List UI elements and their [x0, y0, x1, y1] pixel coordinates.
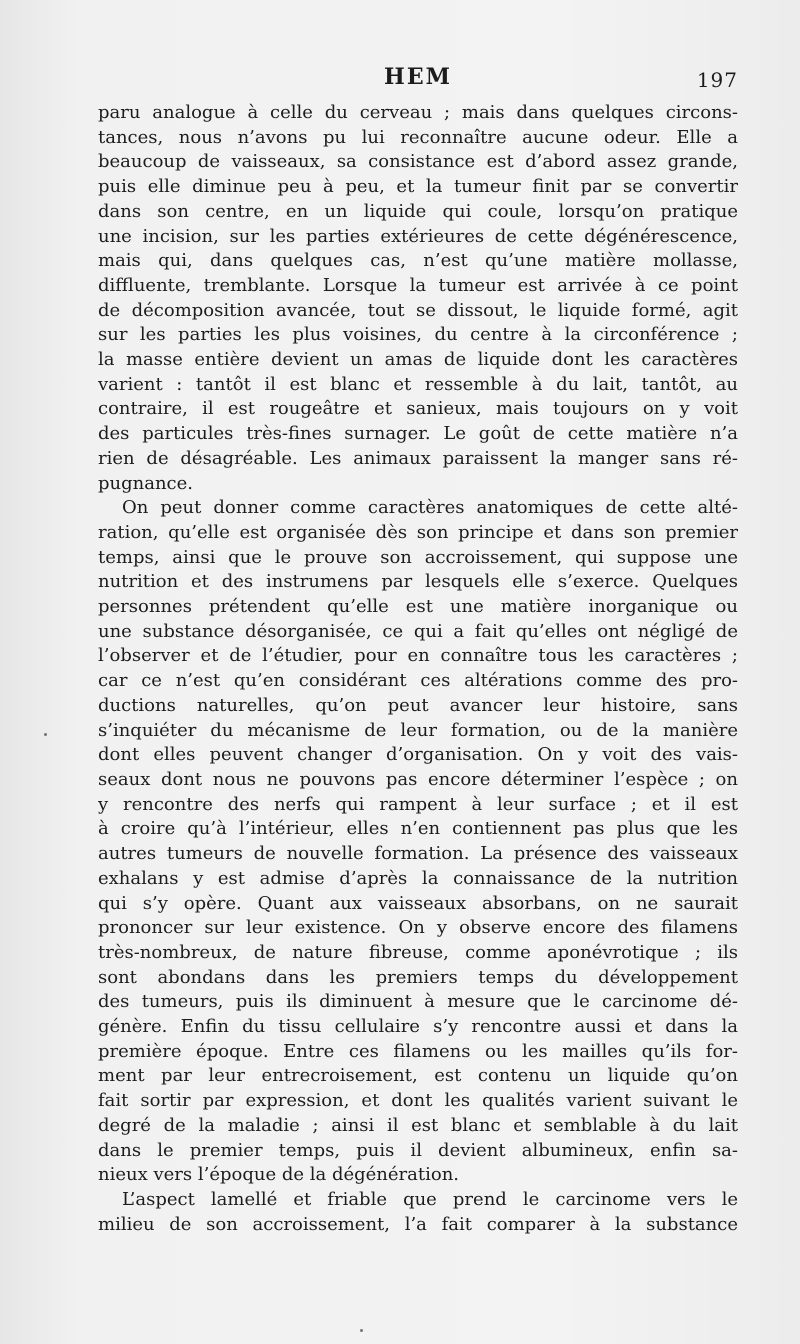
text-line: ductions naturelles, qu’on peut avancer leur histoire, sans [98, 694, 738, 716]
text-line: sur les parties les plus voisines, du centre à la circonférence ; [98, 324, 738, 346]
paragraph-start-line: On peut donner comme caractères anatomiques de cette alté- [122, 497, 738, 519]
running-title: HEM [384, 64, 452, 90]
text-line: contraire, il est rougeâtre et sanieux, mais toujours on y voit [98, 398, 738, 420]
text-line: y rencontre des nerfs qui rampent à leur surface ; et il est [98, 793, 738, 815]
text-line: diffluente, tremblante. Lorsque la tumeur est arrivée à ce point [98, 274, 738, 296]
text-line: milieu de son accroissement, l’a fait comparer à la substance [98, 1213, 738, 1235]
ink-speck [44, 733, 47, 736]
text-line: beaucoup de vaisseaux, sa consistance est d’abord assez grande, [98, 151, 738, 173]
text-line: fait sortir par expression, et dont les qualités varient suivant le [98, 1090, 738, 1112]
text-line: à croire qu’à l’intérieur, elles n’en contiennent pas plus que les [98, 818, 738, 840]
text-line: s’inquiéter du mécanisme de leur formation, ou de la manière [98, 719, 738, 741]
text-line: une substance désorganisée, ce qui a fait qu’elles ont négligé de [98, 620, 738, 642]
text-line: ment par leur entrecroisement, est contenu un liquide qu’on [98, 1065, 738, 1087]
page-number: 197 [696, 68, 738, 92]
text-line: puis elle diminue peu à peu, et la tumeur finit par se convertir [98, 176, 738, 198]
text-line: mais qui, dans quelques cas, n’est qu’une matière mollasse, [98, 250, 738, 272]
text-line: l’observer et de l’étudier, pour en connaître tous les caractères ; [98, 645, 738, 667]
text-line: exhalans y est admise d’après la connaissance de la nutrition [98, 867, 738, 889]
text-line: sont abondans dans les premiers temps du développement [98, 966, 738, 988]
text-line: dans son centre, en un liquide qui coule, lorsqu’on pratique [98, 200, 738, 222]
paragraph-end-line: nieux vers l’époque de la dégénération. [98, 1164, 460, 1186]
text-line: seaux dont nous ne pouvons pas encore déterminer l’espèce ; on [98, 768, 738, 790]
text-line: degré de la maladie ; ainsi il est blanc et semblable à du lait [98, 1114, 738, 1136]
text-line: génère. Enfin du tissu cellulaire s’y rencontre aussi et dans la [98, 1016, 738, 1038]
text-line: dans le premier temps, puis il devient albumineux, enfin sa- [98, 1139, 738, 1161]
text-line: varient : tantôt il est blanc et ressemble à du lait, tantôt, au [98, 373, 738, 395]
text-line: dont elles peuvent changer d’organisation. On y voit des vais- [98, 744, 738, 766]
paragraph-start-line: L’aspect lamellé et friable que prend le carcinome vers le [122, 1188, 738, 1210]
paragraph-end-line: pugnance. [98, 472, 194, 494]
text-line: des tumeurs, puis ils diminuent à mesure que le carcinome dé- [98, 991, 738, 1013]
text-line: ration, qu’elle est organisée dès son principe et dans son premier [98, 521, 738, 543]
text-line: car ce n’est qu’en considérant ces altérations comme des pro- [98, 670, 738, 692]
text-line: tances, nous n’avons pu lui reconnaître aucune odeur. Elle a [98, 126, 738, 148]
text-line: rien de désagréable. Les animaux paraissent la manger sans ré- [98, 447, 738, 469]
text-line: nutrition et des instrumens par lesquels elle s’exerce. Quelques [98, 571, 738, 593]
text-line: paru analogue à celle du cerveau ; mais dans quelques circons- [98, 102, 738, 123]
text-line: qui s’y opère. Quant aux vaisseaux absorbans, on ne saurait [98, 892, 738, 914]
text-line: personnes prétendent qu’elle est une matière inorganique ou [98, 596, 738, 618]
body-text [98, 101, 738, 1237]
text-line: prononcer sur leur existence. On y observe encore des filamens [98, 917, 738, 939]
text-line: une incision, sur les parties extérieures de cette dégénérescence, [98, 225, 738, 247]
text-line: première époque. Entre ces filamens ou les mailles qu’ils for- [98, 1040, 738, 1062]
text-line: la masse entière devient un amas de liquide dont les caractères [98, 349, 738, 371]
ink-speck [360, 1329, 363, 1332]
text-line: de décomposition avancée, tout se dissout, le liquide formé, agit [98, 299, 738, 321]
text-line: très-nombreux, de nature fibreuse, comme aponévrotique ; ils [98, 941, 738, 963]
text-line: temps, ainsi que le prouve son accroissement, qui suppose une [98, 546, 738, 568]
running-head [98, 64, 738, 100]
text-line: autres tumeurs de nouvelle formation. La présence des vaisseaux [98, 843, 738, 865]
text-line: des particules très-fines surnager. Le goût de cette matière n’a [98, 423, 738, 445]
